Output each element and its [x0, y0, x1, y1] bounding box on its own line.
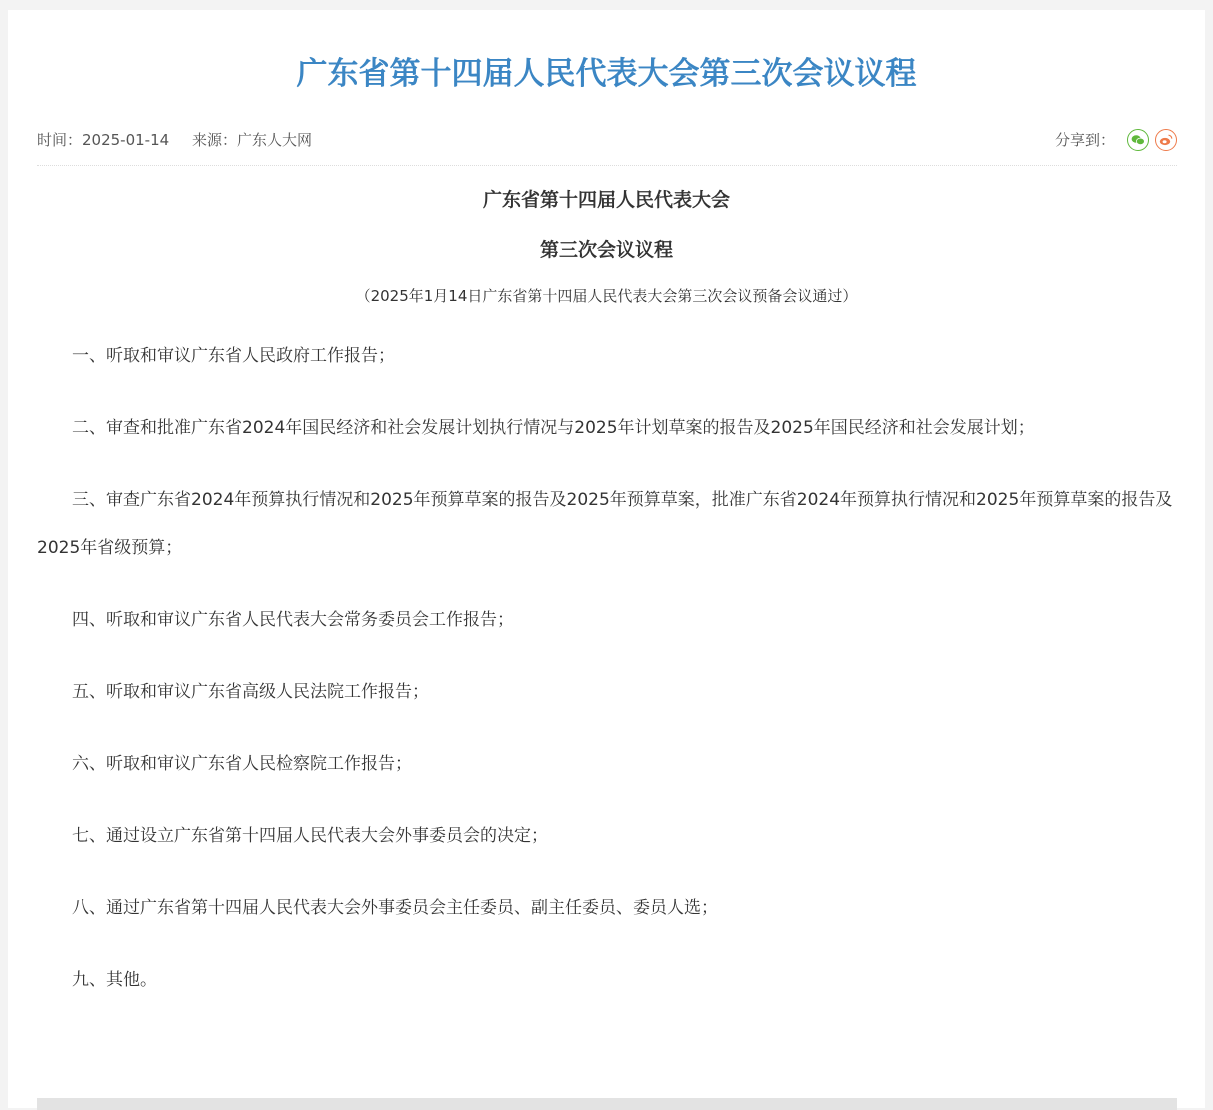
weibo-icon[interactable]: [1155, 129, 1177, 151]
share-label: 分享到：: [1054, 131, 1115, 149]
publish-time: 时间：2025-01-14: [37, 131, 170, 149]
agenda-item-1: 一、听取和审议广东省人民政府工作报告；: [72, 346, 395, 366]
article-meta: [37, 127, 1177, 153]
agenda-item-5: 五、听取和审议广东省高级人民法院工作报告；: [72, 682, 429, 702]
content-heading-line1: 广东省第十四届人民代表大会: [482, 189, 730, 211]
article-title: 广东省第十四届人民代表大会第三次会议议程: [296, 56, 917, 92]
share-bar: [1055, 127, 1177, 153]
meta-divider: [37, 165, 1177, 166]
agenda-item-3: 三、审查广东省2024年预算执行情况和2025年预算草案的报告及2025年预算草案，批准广东省2024年预算执行情况和2025年预算草案的报告及2025年省级预算；: [37, 490, 1173, 558]
agenda-item-2: 二、审查和批准广东省2024年国民经济和社会发展计划执行情况与2025年计划草案的报告及2025年国民经济和社会发展计划；: [72, 418, 1035, 438]
article-page: [8, 10, 1205, 1108]
content-heading-line2: 第三次会议议程: [539, 239, 673, 261]
adoption-note: （2025年1月14日广东省第十四届人民代表大会第三次会议预备会议通过）: [355, 287, 858, 305]
agenda-item-6: 六、听取和审议广东省人民检察院工作报告；: [72, 754, 412, 774]
wechat-icon[interactable]: [1127, 129, 1149, 151]
article-source: 来源：广东人大网: [191, 131, 312, 149]
agenda-item-4: 四、听取和审议广东省人民代表大会常务委员会工作报告；: [72, 610, 514, 630]
agenda-item-8: 八、通过广东省第十四届人民代表大会外事委员会主任委员、副主任委员、委员人选；: [72, 898, 718, 918]
agenda-item-7: 七、通过设立广东省第十四届人民代表大会外事委员会的决定；: [72, 826, 548, 846]
agenda-item-9: 九、其他。: [72, 970, 157, 990]
bottom-bar: [37, 1098, 1177, 1110]
